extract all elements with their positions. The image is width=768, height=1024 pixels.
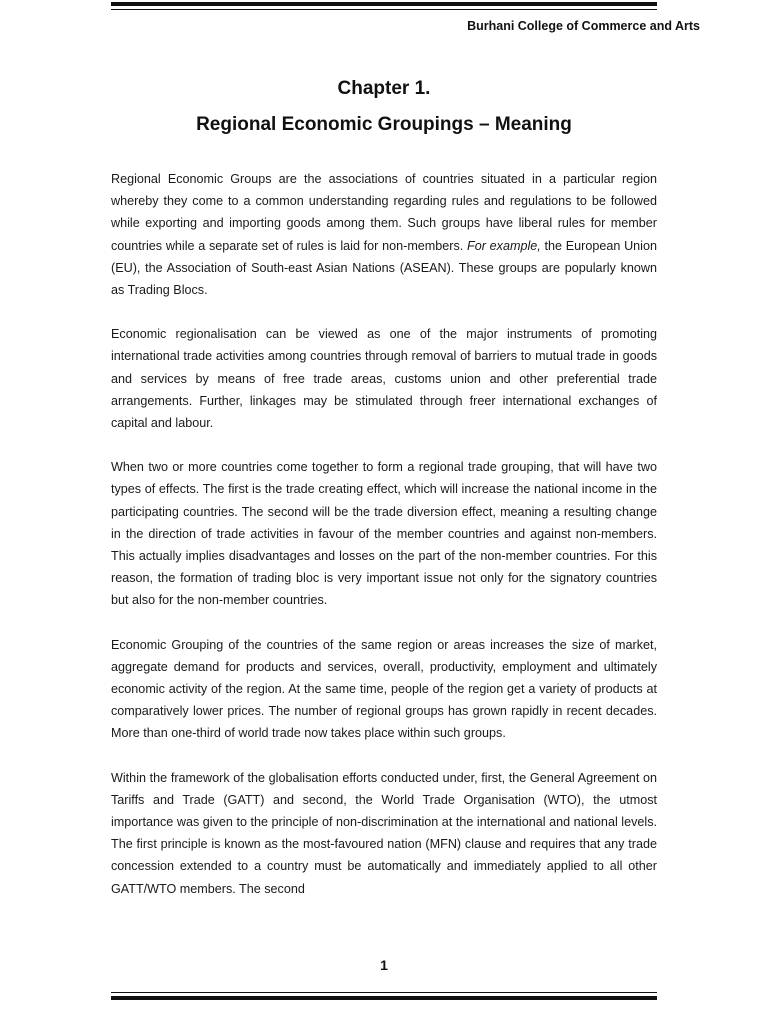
example-label: For example, bbox=[467, 238, 541, 253]
paragraph-1-text-continued: the European Union (EU), the Association of South-east Asian Nations (ASEAN). These groups are popularly known as Trading Blocs. bbox=[111, 238, 657, 298]
paragraph-5: Within the framework of the globalisation efforts conducted under, first, the General Agreement on Tariffs and Trade (GATT) and second, the World Trade Organisation (WTO), the utmost importance was given to the principle of non-discrimination at the international and national levels. The first principle is known as the most-favoured nation (MFN) clause and requires that any trade concession extended to a country must be automatically and immediately applied to all other GATT/WTO members. The second bbox=[111, 770, 657, 896]
header-rule-thin bbox=[111, 9, 657, 10]
paragraph-4: Economic Grouping of the countries of the same region or areas increases the size of market, aggregate demand for products and services, overall, productivity, employment and ultimately economic activity of the region. At the same time, people of the region get a variety of products at comparatively lower prices. The number of regional groups has grown rapidly in recent decades. More than one-third of world trade now takes place within such groups. bbox=[111, 637, 657, 741]
paragraph-1-text: Regional Economic Groups are the associations of countries situated in a particular region whereby they come to a common understanding regarding rules and regulations to be followed while exporting and importing goods among them. Such groups have liberal rules for member countries while a separate set of rules is laid for non-members. bbox=[111, 172, 657, 253]
running-header: Burhani College of Commerce and Arts bbox=[467, 19, 700, 33]
footer-rule-thick bbox=[111, 996, 657, 1000]
chapter-title: Regional Economic Groupings – Meaning bbox=[196, 114, 572, 135]
chapter-number: Chapter 1. bbox=[337, 78, 431, 99]
paragraph-1 bbox=[111, 168, 657, 301]
header-rule-thick bbox=[111, 2, 657, 6]
paragraph-2: Economic regionalisation can be viewed as one of the major instruments of promoting international trade activities among countries through removal of barriers to mutual trade in goods and services by means of free trade areas, customs union and other preferential trade arrangements. Further, linkages may be stimulated through freer international exchanges of capital and labour. bbox=[111, 327, 657, 431]
footer-rule-thin bbox=[111, 992, 657, 993]
page-number: 1 bbox=[380, 957, 388, 973]
chapter-body bbox=[111, 168, 657, 922]
paragraph-3: When two or more countries come together to form a regional trade grouping, that will have two types of effects. The first is the trade creating effect, which will increase the national income in the participating countries. The second will be the trade diversion effect, meaning a resulting change in the direction of trade activities in favour of the member countries and against non-members. This actually implies disadvantages and losses on the part of the non-member countries. For this reason, the formation of trading bloc is very important issue not only for the signatory countries but also for the non-member countries. bbox=[111, 460, 657, 608]
